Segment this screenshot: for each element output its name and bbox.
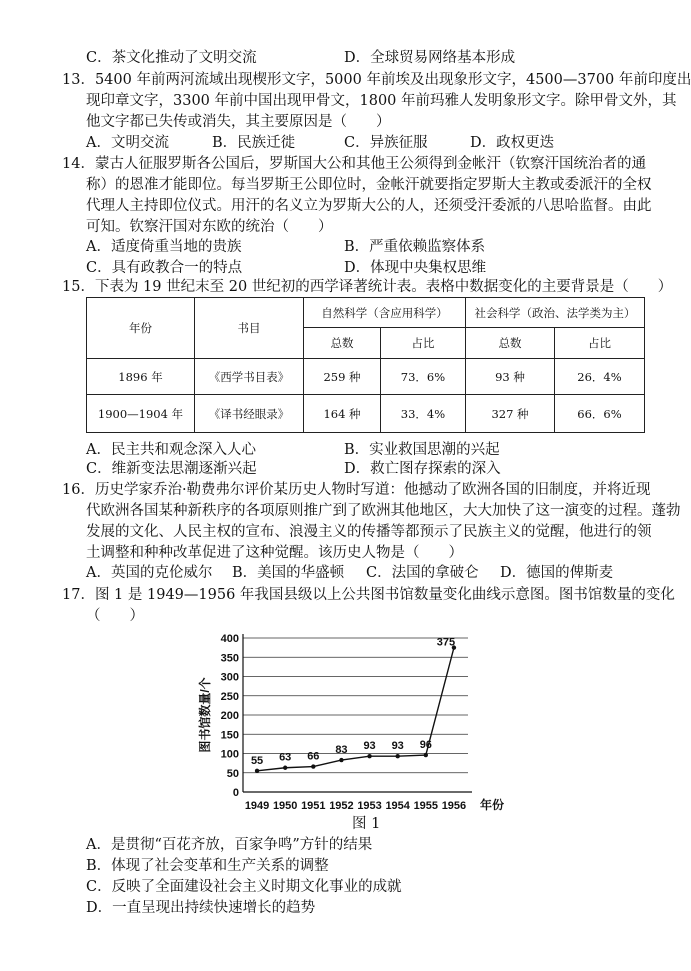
y-tick-label: 100 xyxy=(220,748,239,761)
y-tick-label: 400 xyxy=(220,633,239,645)
data-label: 93 xyxy=(391,740,404,753)
q17-option-c: C．反映了全面建设社会主义时期文化事业的成就 xyxy=(86,879,402,895)
data-label: 66 xyxy=(307,750,320,763)
data-point xyxy=(255,769,259,773)
data-label: 96 xyxy=(419,739,432,752)
chart-x-ticks xyxy=(245,800,466,812)
table-cell-natural-ratio: 33．4% xyxy=(381,395,466,433)
q17-option-b: B．体现了社会变革和生产关系的调整 xyxy=(86,858,329,874)
q13-stem-line3: 他文字都已失传或消失，其主要原因是（ ） xyxy=(86,114,391,130)
y-tick-label: 250 xyxy=(220,690,239,703)
table-cell-social-total: 327 种 xyxy=(466,395,555,433)
chart-y-ticks xyxy=(221,633,239,799)
q15-stem-line1: 15．下表为 19 世纪末至 20 世纪初的西学译著统计表。表格中数据变化的主要背景是（ ） xyxy=(62,279,673,295)
q15-option-d: D．救亡图存探索的深入 xyxy=(344,461,501,477)
y-tick-label: 50 xyxy=(226,767,239,780)
table-header-book: 书目 xyxy=(195,298,304,359)
q14-option-d: D．体现中央集权思维 xyxy=(344,260,487,276)
data-label: 375 xyxy=(436,636,456,649)
table-cell-natural-total: 259 种 xyxy=(304,359,381,395)
chart-data-labels xyxy=(251,637,455,767)
x-tick-label: 1956 xyxy=(441,800,467,812)
q14-stem-line1: 14．蒙古人征服罗斯各公国后，罗斯国大公和其他王公须得到金帐汗（钦察汗国统治者的通 xyxy=(62,156,646,172)
figure-caption: 图 1 xyxy=(352,816,381,832)
library-count-chart xyxy=(200,626,540,830)
q14-stem-line3: 代理人主持即位仪式。用汗的名义立为罗斯大公的人，还须受汗委派的八思哈监督。由此 xyxy=(86,198,652,214)
data-point xyxy=(395,754,399,758)
x-tick-label: 1950 xyxy=(272,800,298,812)
q15-option-a: A．民主共和观念深入人心 xyxy=(86,442,256,458)
x-tick-label: 1954 xyxy=(385,800,410,812)
q14-option-b: B．严重依赖监察体系 xyxy=(344,239,486,255)
table-header-year: 年份 xyxy=(87,298,195,359)
data-point xyxy=(283,766,287,770)
q14-stem-line4: 可知。钦察汗国对东欧的统治（ ） xyxy=(86,219,333,235)
q16-stem-line4: 土调整和种种改革促进了这种觉醒。该历史人物是（ ） xyxy=(86,545,463,561)
data-label: 63 xyxy=(279,751,292,764)
q16-stem-line2: 代欧洲各国某种新秩序的各项原则推广到了欧洲其他地区，大大加快了这一演变的过程。蓬勃 xyxy=(86,503,681,519)
table-header-natural-science: 自然科学（含应用科学） xyxy=(304,298,466,328)
x-tick-label: 1951 xyxy=(301,800,326,812)
q16-option-b: B．美国的华盛顿 xyxy=(232,565,345,581)
table-subheader-social-total: 总数 xyxy=(466,328,555,359)
y-tick-label: 200 xyxy=(220,710,239,722)
table-subheader-natural-ratio: 占比 xyxy=(381,328,466,359)
q15-option-c: C．维新变法思潮逐渐兴起 xyxy=(86,461,257,477)
y-tick-label: 150 xyxy=(220,729,239,742)
q13-stem-line1: 13．5400 年前两河流域出现楔形文字，5000 年前埃及出现象形文字，4500—3700 年前印度出 xyxy=(62,72,691,88)
q12-option-d: D．全球贸易网络基本形成 xyxy=(344,50,516,66)
chart-x-axis-label: 年份 xyxy=(480,798,505,812)
translation-stats-table xyxy=(86,297,645,433)
table-cell-social-ratio: 66．6% xyxy=(555,395,645,433)
q16-option-a: A．英国的克伦威尔 xyxy=(86,565,213,581)
data-point xyxy=(424,753,428,757)
chart-y-axis-label: 图书馆数量/个 xyxy=(198,677,212,753)
x-tick-label: 1955 xyxy=(413,800,439,812)
data-point xyxy=(339,758,343,762)
x-tick-label: 1953 xyxy=(357,800,382,812)
x-tick-label: 1952 xyxy=(329,800,354,812)
q17-stem-line2: （ ） xyxy=(86,608,144,624)
chart-gridlines xyxy=(243,638,468,773)
q17-option-d: D．一直呈现出持续快速增长的趋势 xyxy=(86,900,316,916)
q13-option-d: D．政权更迭 xyxy=(470,135,555,151)
table-subheader-natural-total: 总数 xyxy=(304,328,381,359)
q13-option-c: C．异族征服 xyxy=(344,135,428,151)
q13-option-a: A．文明交流 xyxy=(86,135,169,151)
q13-stem-line2: 现印章文字，3300 年前中国出现甲骨文，1800 年前玛雅人发明象形文字。除甲骨文外，其 xyxy=(86,93,677,109)
table-cell-year: 1896 年 xyxy=(87,359,195,395)
q13-option-b: B．民族迁徙 xyxy=(212,135,296,151)
q15-option-b: B．实业救国思潮的兴起 xyxy=(344,442,500,458)
table-cell-social-ratio: 26．4% xyxy=(555,359,645,395)
q16-stem-line1: 16．历史学家乔治·勒费弗尔评价某历史人物时写道：他撼动了欧洲各国的旧制度，并将近现 xyxy=(62,482,651,498)
table-cell-social-total: 93 种 xyxy=(466,359,555,395)
data-label: 55 xyxy=(250,754,264,767)
q12-option-c: C．茶文化推动了文明交流 xyxy=(86,50,257,66)
q16-stem-line3: 发展的文化、人民主权的宣布、浪漫主义的传播等都预示了民族主义的觉醒，他进行的领 xyxy=(86,524,652,540)
data-point xyxy=(367,754,371,758)
table-subheader-social-ratio: 占比 xyxy=(555,328,645,359)
data-label: 83 xyxy=(335,744,348,757)
data-point xyxy=(311,764,315,768)
y-tick-label: 350 xyxy=(220,652,239,665)
table-cell-book: 《西学书目表》 xyxy=(195,359,304,395)
q17-stem-line1: 17．图 1 是 1949—1956 年我国县级以上公共图书馆数量变化曲线示意图。图书馆数量的变化 xyxy=(62,587,675,603)
table-cell-year: 1900—1904 年 xyxy=(87,395,195,433)
table-row xyxy=(87,359,645,395)
q17-option-a: A．是贯彻“百花齐放，百家争鸣”方针的结果 xyxy=(86,837,373,853)
y-tick-label: 300 xyxy=(220,671,239,684)
q14-option-a: A．适度倚重当地的贵族 xyxy=(86,239,242,255)
table-cell-natural-ratio: 73．6% xyxy=(381,359,466,395)
q16-option-c: C．法国的拿破仑 xyxy=(366,565,479,581)
table-row xyxy=(87,395,645,433)
data-label: 93 xyxy=(363,740,376,753)
table-header-social-science: 社会科学（政治、法学类为主） xyxy=(466,298,645,328)
q14-stem-line2: 称）的恩准才能即位。每当罗斯王公即位时，金帐汗就要指定罗斯大主教或委派汗的全权 xyxy=(86,177,652,193)
table-cell-natural-total: 164 种 xyxy=(304,395,381,433)
y-tick-label: 0 xyxy=(232,787,239,799)
table-cell-book: 《译书经眼录》 xyxy=(195,395,304,433)
x-tick-label: 1949 xyxy=(244,800,270,812)
q14-option-c: C．具有政教合一的特点 xyxy=(86,260,243,276)
q16-option-d: D．德国的俾斯麦 xyxy=(500,565,614,581)
